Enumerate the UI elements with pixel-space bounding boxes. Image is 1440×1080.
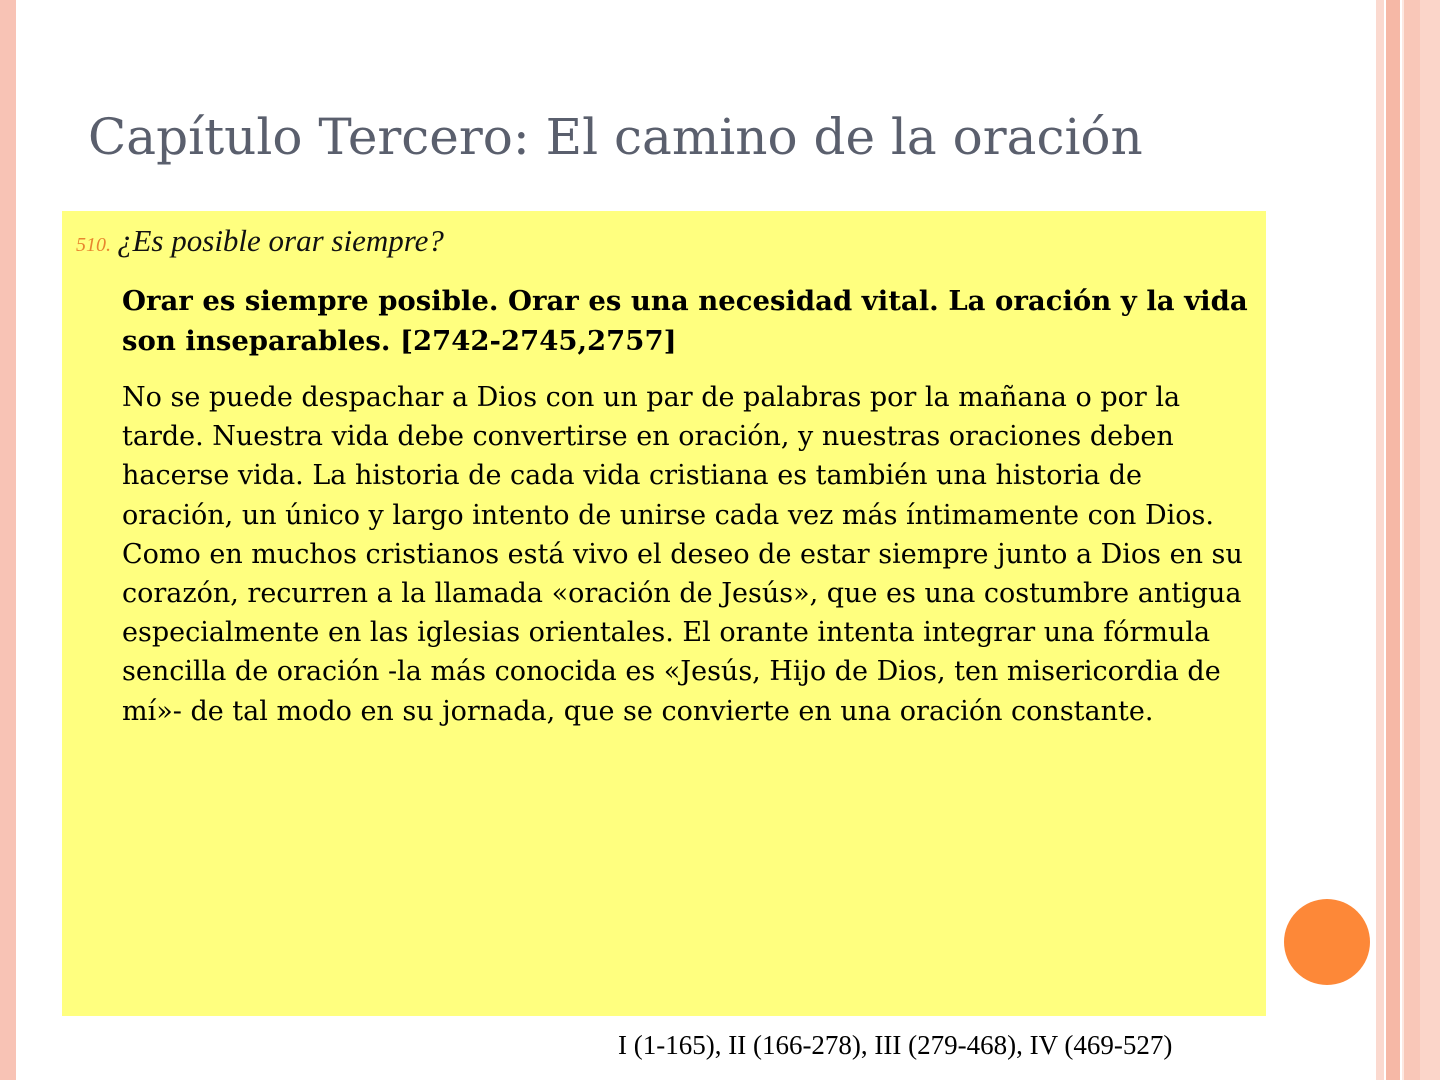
right-decorative-strip (1404, 0, 1420, 1080)
question-text: ¿Es posible orar siempre? (117, 223, 444, 258)
question-number: 510. (76, 234, 111, 256)
left-decorative-strip (0, 0, 16, 1080)
right-decorative-strip (1420, 0, 1440, 1080)
slide-title: Capítulo Tercero: El camino de la oración (88, 108, 1143, 166)
right-decorative-strip (1376, 0, 1384, 1080)
question-row (76, 223, 444, 259)
content-box (62, 211, 1266, 1016)
orange-circle-decoration (1284, 899, 1370, 985)
answer-text: Orar es siempre posible. Orar es una necesidad vital. La oración y la vida son inseparables. [2742-2745,2757] (122, 285, 1248, 357)
body-paragraph: No se puede despachar a Dios con un par de palabras por la mañana o por la tarde. Nuestra vida debe convertirse en oración, y nuestras oraciones deben hacerse vida. La historia de cada vida cristiana es también una historia de oración, un único y largo intento de unirse cada vez más íntimamente con Dios. Como en muchos cristianos está vivo el deseo de estar siempre junto a Dios en su corazón, recurren a la llamada «oración de Jesús», que es una costumbre antigua especialmente en las iglesias orientales. El orante intenta integrar una fórmula sencilla de oración -la más conocida es «Jesús, Hijo de Dios, ten misericordia de mí»- de tal modo en su jornada, que se convierte en una oración constante. (122, 382, 1243, 727)
footer-section-ranges: I (1-165), II (166-278), III (279-468), IV (469-527) (618, 1030, 1173, 1060)
right-decorative-strip (1386, 0, 1400, 1080)
